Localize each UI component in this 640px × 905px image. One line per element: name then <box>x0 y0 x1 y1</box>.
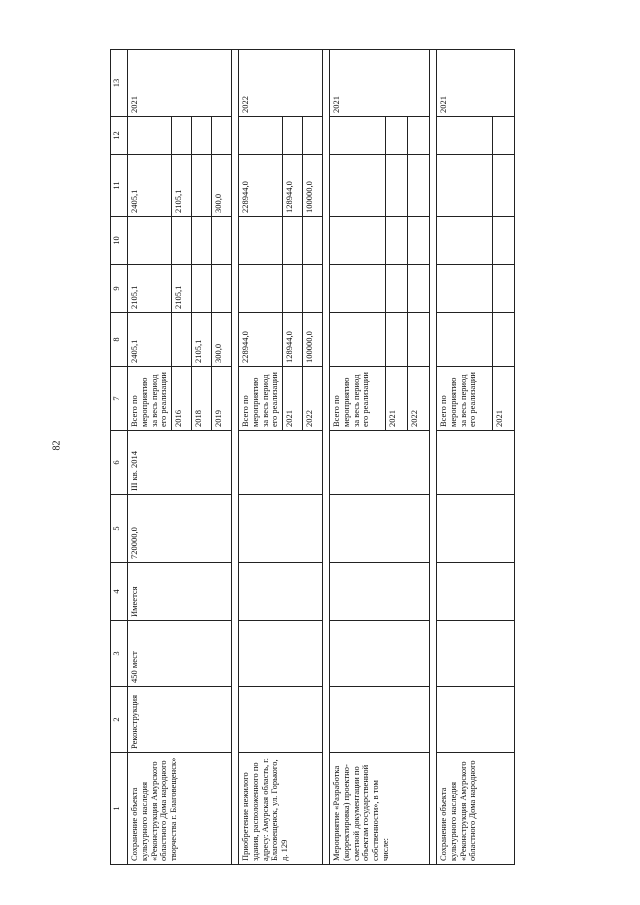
value-cell: 128944,0 <box>283 155 303 217</box>
value-cell <box>303 117 323 155</box>
empty-cell <box>493 117 515 155</box>
value-cell <box>212 265 232 313</box>
empty-cell <box>408 217 430 265</box>
empty-cell <box>330 155 386 217</box>
value-cell: 128944,0 <box>283 313 303 367</box>
col-header: 8 <box>111 313 128 367</box>
empty-cell <box>437 155 493 217</box>
value-cell: 228944,0 <box>239 155 283 217</box>
rotated-page <box>110 50 548 865</box>
value-cell: 100000,0 <box>303 313 323 367</box>
deadline: III кв. 2014 <box>128 431 232 495</box>
table-row <box>128 50 172 865</box>
completion-year: 2021 <box>330 50 430 117</box>
period-label: 2022 <box>303 367 323 431</box>
value-cell <box>172 217 192 265</box>
table-frame <box>110 50 548 865</box>
value-cell: 2405,1 <box>128 155 172 217</box>
period-label: 2021 <box>386 367 408 431</box>
value-cell <box>239 217 283 265</box>
period-label: Всего по мероприятию за весь период его реализации <box>437 367 493 431</box>
value-cell <box>128 217 172 265</box>
empty-cell <box>437 621 515 687</box>
period-label: 2016 <box>172 367 192 431</box>
capacity: 450 мест <box>128 621 232 687</box>
col-header: 1 <box>111 753 128 865</box>
period-label: Всего по мероприятию за весь период его реализации <box>330 367 386 431</box>
empty-cell <box>239 563 323 621</box>
header-row <box>111 50 128 865</box>
empty-cell <box>330 621 430 687</box>
empty-cell <box>330 431 430 495</box>
value-cell <box>283 265 303 313</box>
empty-cell <box>239 495 323 563</box>
spacer-row <box>430 50 437 865</box>
empty-cell <box>437 217 493 265</box>
empty-cell <box>386 217 408 265</box>
spacer-row <box>323 50 330 865</box>
value-cell <box>172 313 192 367</box>
completion-year: 2022 <box>239 50 323 117</box>
empty-cell <box>437 265 493 313</box>
col-header: 9 <box>111 265 128 313</box>
empty-cell <box>330 265 386 313</box>
col-header: 13 <box>111 50 128 117</box>
status: Имеется <box>128 563 232 621</box>
col-header: 4 <box>111 563 128 621</box>
value-cell <box>192 117 212 155</box>
spacer-cell <box>430 50 437 865</box>
value-cell <box>172 117 192 155</box>
col-header: 2 <box>111 687 128 753</box>
value-cell: 2405,1 <box>128 313 172 367</box>
empty-cell <box>386 117 408 155</box>
value-cell: 300,0 <box>212 155 232 217</box>
empty-cell <box>330 217 386 265</box>
value-cell: 300,0 <box>212 313 232 367</box>
value-cell <box>283 117 303 155</box>
empty-cell <box>386 265 408 313</box>
col-header: 6 <box>111 431 128 495</box>
value-cell <box>212 217 232 265</box>
empty-cell <box>386 313 408 367</box>
cost: 720000,0 <box>128 495 232 563</box>
empty-cell <box>493 155 515 217</box>
empty-cell <box>408 117 430 155</box>
measure-name: Сохранение объекта культурного наследия «Реконструкция Амурского областного Дома народного творчества г. Благовещенск» <box>128 753 232 865</box>
value-cell <box>283 217 303 265</box>
value-cell <box>212 117 232 155</box>
col-header: 10 <box>111 217 128 265</box>
program-table <box>110 49 515 865</box>
empty-cell <box>493 313 515 367</box>
spacer-row <box>232 50 239 865</box>
period-label: 2021 <box>283 367 303 431</box>
col-header: 11 <box>111 155 128 217</box>
empty-cell <box>408 313 430 367</box>
empty-cell <box>330 117 386 155</box>
period-label: 2018 <box>192 367 212 431</box>
empty-cell <box>408 265 430 313</box>
spacer-cell <box>323 50 330 865</box>
empty-cell <box>437 687 515 753</box>
col-header: 5 <box>111 495 128 563</box>
measure-name: Сохранение объекта культурного наследия «Реконструкция Амурского областного Дома народного <box>437 753 515 865</box>
value-cell <box>303 265 323 313</box>
empty-cell <box>386 155 408 217</box>
value-cell <box>239 265 283 313</box>
empty-cell <box>493 217 515 265</box>
empty-cell <box>437 117 493 155</box>
page-number: 82 <box>51 440 63 451</box>
period-label: 2022 <box>408 367 430 431</box>
empty-cell <box>437 563 515 621</box>
empty-cell <box>437 313 493 367</box>
empty-cell <box>330 687 430 753</box>
empty-cell <box>239 621 323 687</box>
measure-name: Приобретение нежилого здания, расположенного по адресу: Амурская область, г. Благовещенск, ул. Горького, д. 129 <box>239 753 323 865</box>
table-row <box>239 50 283 865</box>
period-label: 2021 <box>493 367 515 431</box>
empty-cell <box>408 155 430 217</box>
empty-cell <box>239 431 323 495</box>
empty-cell <box>493 265 515 313</box>
empty-cell <box>330 563 430 621</box>
col-header: 12 <box>111 117 128 155</box>
value-cell: 2105,1 <box>172 265 192 313</box>
col-header: 7 <box>111 367 128 431</box>
measure-name: Мероприятие «Разработка (корректировка) проектно-сметной документации по объектам государственной собственности», в том числе: <box>330 753 430 865</box>
period-label: Всего по мероприятию за весь период его реализации <box>239 367 283 431</box>
empty-cell <box>437 431 515 495</box>
value-cell <box>192 217 212 265</box>
completion-year: 2021 <box>128 50 232 117</box>
work-type: Реконструкция <box>128 687 232 753</box>
value-cell: 228944,0 <box>239 313 283 367</box>
value-cell <box>239 117 283 155</box>
period-label: 2019 <box>212 367 232 431</box>
spacer-cell <box>232 50 239 865</box>
value-cell: 2105,1 <box>172 155 192 217</box>
value-cell <box>303 217 323 265</box>
value-cell <box>192 155 212 217</box>
empty-cell <box>330 495 430 563</box>
value-cell: 2105,1 <box>192 313 212 367</box>
value-cell: 2105,1 <box>128 265 172 313</box>
period-label: Всего по мероприятию за весь период его реализации <box>128 367 172 431</box>
completion-year: 2021 <box>437 50 515 117</box>
value-cell <box>192 265 212 313</box>
value-cell <box>128 117 172 155</box>
table-row <box>330 50 386 865</box>
table-row <box>437 50 493 865</box>
empty-cell <box>330 313 386 367</box>
value-cell: 100000,0 <box>303 155 323 217</box>
empty-cell <box>239 687 323 753</box>
empty-cell <box>437 495 515 563</box>
col-header: 3 <box>111 621 128 687</box>
